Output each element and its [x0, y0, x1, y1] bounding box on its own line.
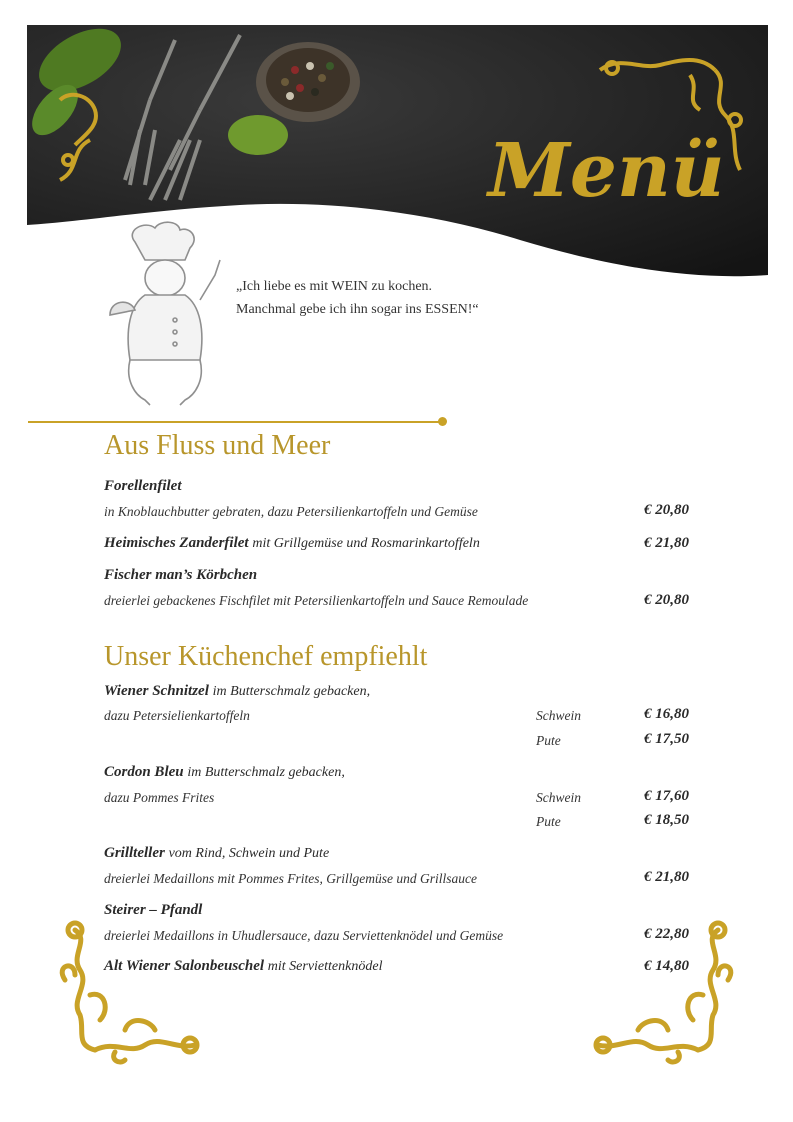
item-cordon-bleu-desc: dazu Pommes Frites	[104, 790, 215, 805]
variant-price: € 17,60	[644, 788, 689, 804]
item-salonbeuschel-inline-desc: mit Serviettenknödel	[267, 959, 383, 974]
menu-title: Menü	[488, 128, 725, 214]
variant-label: Pute	[536, 733, 561, 748]
item-cordon-bleu-inline-desc: im Butterschmalz gebacken,	[187, 765, 345, 780]
section-title-fish: Aus Fluss und Meer	[104, 430, 331, 461]
item-fischkoerbchen-price: € 20,80	[644, 592, 689, 608]
item-salonbeuschel-price: € 14,80	[644, 958, 689, 974]
item-forellenfilet-price: € 20,80	[644, 502, 689, 518]
section-title-chef: Unser Küchenchef empfiehlt	[104, 641, 428, 672]
ornament-bottom-left-icon	[55, 920, 200, 1065]
item-steirer-pfandl: Steirer – Pfandl	[104, 902, 203, 918]
ornament-bottom-right-icon	[593, 920, 738, 1065]
item-cordon-bleu	[104, 764, 345, 781]
variant-label: Pute	[536, 814, 561, 829]
item-zanderfilet	[104, 535, 480, 552]
chef-quote	[236, 275, 479, 321]
item-grillteller-desc: dreierlei Medaillons mit Pommes Frites, Grillgemüse und Grillsauce	[104, 871, 477, 886]
variant-price: € 18,50	[644, 812, 689, 828]
item-wiener-schnitzel-name: Wiener Schnitzel	[104, 683, 209, 699]
item-wiener-schnitzel-inline-desc: im Butterschmalz gebacken,	[212, 684, 371, 699]
basil-leaf-illustration	[228, 115, 288, 155]
item-forellenfilet-desc: in Knoblauchbutter gebraten, dazu Petersilienkartoffeln und Gemüse	[104, 504, 478, 519]
item-cordon-bleu-name: Cordon Bleu	[104, 764, 184, 780]
quote-line-2: Manchmal gebe ich ihn sogar ins ESSEN!“	[236, 302, 479, 317]
quote-line-1: „Ich liebe es mit WEIN zu kochen.	[236, 279, 433, 294]
pepper-bowl-illustration	[256, 42, 360, 122]
item-zanderfilet-price: € 21,80	[644, 535, 689, 551]
item-wiener-schnitzel	[104, 683, 370, 700]
item-grillteller	[104, 845, 329, 862]
item-salonbeuschel-name: Alt Wiener Salonbeuschel	[104, 958, 265, 974]
variant-label: Schwein	[536, 708, 581, 723]
item-wiener-schnitzel-desc: dazu Petersielienkartoffeln	[104, 708, 250, 723]
item-zanderfilet-desc: mit Grillgemüse und Rosmarinkartoffeln	[252, 536, 480, 551]
variant-label: Schwein	[536, 790, 581, 805]
item-zanderfilet-name: Heimisches Zanderfilet	[104, 535, 249, 551]
variant-price: € 16,80	[644, 706, 689, 722]
section-divider	[28, 421, 444, 423]
chef-illustration	[90, 220, 240, 410]
item-grillteller-name: Grillteller	[104, 845, 165, 861]
divider-dot	[438, 417, 447, 426]
item-grillteller-inline-desc: vom Rind, Schwein und Pute	[168, 846, 330, 861]
item-steirer-pfandl-desc: dreierlei Medaillons in Uhudlersauce, dazu Serviettenknödel und Gemüse	[104, 928, 504, 943]
item-steirer-pfandl-price: € 22,80	[644, 926, 689, 942]
item-forellenfilet: Forellenfilet	[104, 478, 182, 494]
item-fischkoerbchen: Fischer man’s Körbchen	[104, 567, 258, 583]
item-fischkoerbchen-desc: dreierlei gebackenes Fischfilet mit Petersilienkartoffeln und Sauce Remoulade	[104, 593, 529, 608]
item-grillteller-price: € 21,80	[644, 869, 689, 885]
variant-price: € 17,50	[644, 731, 689, 747]
